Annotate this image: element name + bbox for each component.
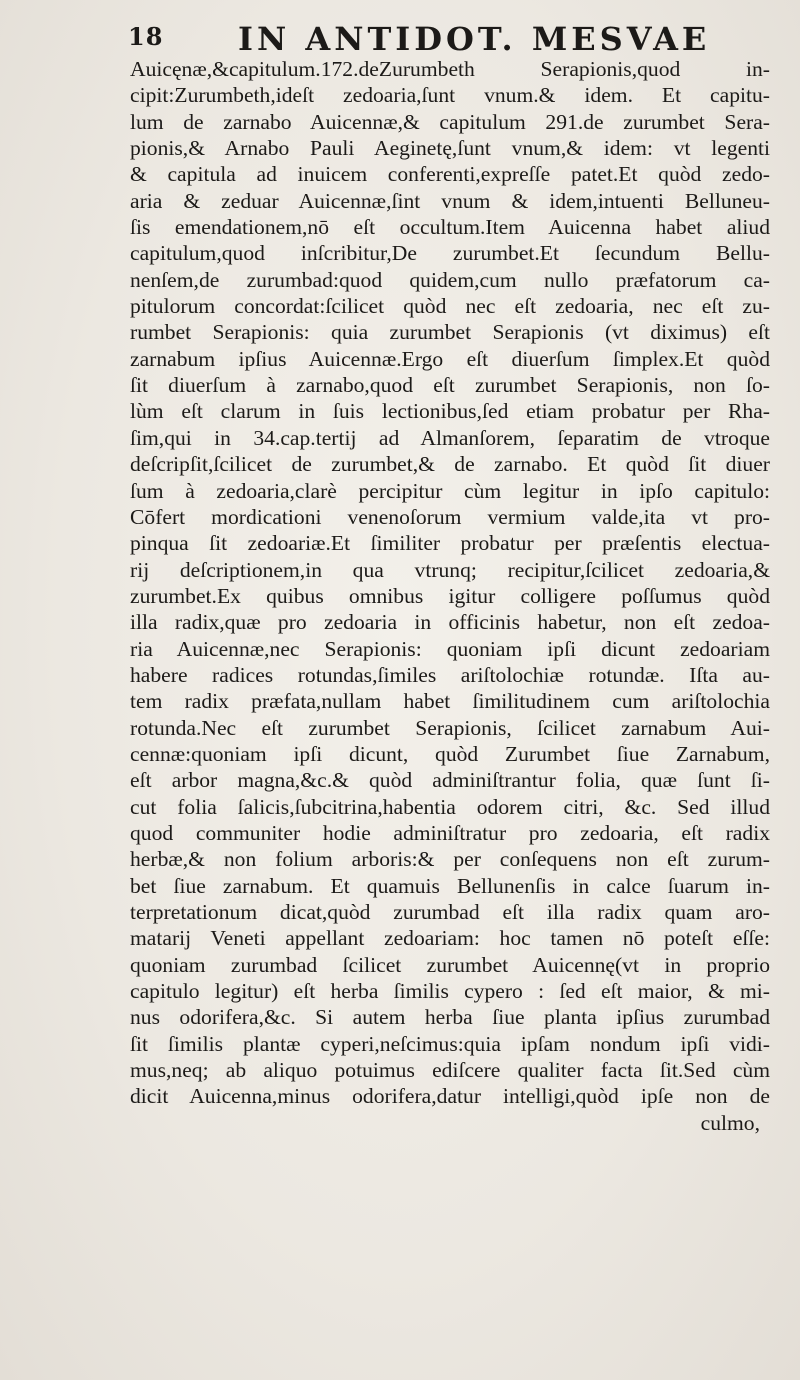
text-line: tem radix præfata,nullam habet ſimilitudinem cum ariſtolochia	[130, 689, 770, 714]
text-line: & capitula ad inuicem conferenti,expreſſe patet.Et quòd zedo-	[130, 162, 770, 187]
text-line: ſum à zedoaria,clarè percipitur cùm legitur in ipſo capitulo:	[130, 478, 770, 503]
text-line: terpretationum dicat,quòd zurumbad eſt illa radix quam aro-	[130, 900, 770, 924]
catchword: culmo,	[700, 1110, 760, 1135]
running-head: IN ANTIDOT. MESVAE	[238, 20, 711, 58]
text-line: pitulorum concordat:ſcilicet quòd nec eſt zedoaria, nec eſt zu-	[130, 294, 770, 319]
text-line: lum de zarnabo Auicennæ,& capitulum 291.de zurumbet Sera-	[130, 109, 770, 134]
text-line: bet ſiue zarnabum. Et quamuis Bellunenſis in calce ſuarum in-	[130, 873, 770, 898]
text-line: cut folia ſalicis,ſubcitrina,habentia odorem citri, &c. Sed illud	[130, 794, 770, 819]
text-line: ſim,qui in 34.cap.tertij ad Almanſorem, ſeparatim de vtroque	[130, 425, 770, 450]
body-text	[130, 56, 770, 1136]
text-line: Cōfert mordicationi venenoſorum vermium valde,ita vt pro-	[130, 504, 770, 529]
text-line: rotunda.Nec eſt zurumbet Serapionis, ſcilicet zarnabum Aui-	[130, 715, 770, 740]
text-line: pinqua ſit zedoariæ.Et ſimiliter probatur per præſentis electua-	[130, 531, 770, 556]
text-line: rumbet Serapionis: quia zurumbet Serapionis (vt diximus) eſt	[130, 320, 770, 345]
text-line: dicit Auicenna,minus odorifera,datur intelligi,quòd ipſe non de	[130, 1084, 770, 1109]
text-line: nus odorifera,&c. Si autem herba ſiue planta ipſius zurumbad	[130, 1005, 770, 1030]
text-line: illa radix,quæ pro zedoaria in officinis habetur, non eſt zedoa-	[130, 610, 770, 635]
text-line: herbæ,& non folium arboris:& per conſequens non eſt zurum-	[130, 847, 770, 872]
text-line: quoniam zurumbad ſcilicet zurumbet Auicennę(vt in proprio	[130, 952, 770, 977]
text-line: rij deſcriptionem,in qua vtrunq; recipitur,ſcilicet zedoaria,&	[130, 557, 770, 582]
text-line: ſit ſimilis plantæ cyperi,neſcimus:quia ipſam nondum ipſi vidi-	[130, 1031, 770, 1056]
text-line: Auicęnæ,&capitulum.172.deZurumbeth Serapionis,quod in-	[130, 57, 770, 81]
text-line: pionis,& Arnabo Pauli Aeginetę,ſunt vnum,& idem: vt legenti	[130, 136, 770, 161]
text-line: capitulum,quod inſcribitur,De zurumbet.Et ſecundum Bellu-	[130, 241, 770, 266]
text-line: quod communiter hodie adminiſtratur pro zedoaria, eſt radix	[130, 820, 770, 845]
text-line: lùm eſt clarum in ſuis lectionibus,ſed etiam probatur per Rha-	[130, 399, 770, 424]
text-line: aria & zeduar Auicennæ,ſint vnum & idem,intuenti Belluneu-	[130, 188, 770, 213]
text-line: matarij Veneti appellant zedoariam: hoc tamen nō poteſt eſſe:	[130, 926, 770, 951]
text-line: nenſem,de zurumbad:quod quidem,cum nullo præfatorum ca-	[130, 267, 770, 292]
text-line: ſis emendationem,nō eſt occultum.Item Auicenna habet aliud	[130, 215, 770, 240]
text-line: deſcripſit,ſcilicet de zurumbet,& de zarnabo. Et quòd ſit diuer	[130, 452, 770, 477]
text-line: cennæ:quoniam ipſi dicunt, quòd Zurumbet ſiue Zarnabum,	[130, 741, 770, 766]
text-line: zurumbet.Ex quibus omnibus igitur colligere poſſumus quòd	[130, 583, 770, 608]
text-line: capitulo legitur) eſt herba ſimilis cypero : ſed eſt maior, & mi-	[130, 979, 770, 1004]
page-header	[128, 20, 768, 60]
text-line: habere radices rotundas,ſimiles ariſtolochiæ rotundæ. Iſta au-	[130, 662, 770, 687]
text-line: eſt arbor magna,&c.& quòd adminiſtrantur folia, quæ ſunt ſi-	[130, 768, 770, 793]
page-number: 18	[128, 22, 164, 51]
text-line: ria Auicennæ,nec Serapionis: quoniam ipſi dicunt zedoariam	[130, 636, 770, 661]
text-line: zarnabum ipſius Auicennæ.Ergo eſt diuerſum ſimplex.Et quòd	[130, 346, 770, 371]
text-line: cipit:Zurumbeth,ideſt zedoaria,ſunt vnum.& idem. Et capitu-	[130, 83, 770, 108]
text-line: ſit diuerſum à zarnabo,quod eſt zurumbet Serapionis, non ſo-	[130, 373, 770, 398]
text-line: mus,neq; ab aliquo potuimus ediſcere qualiter facta ſit.Sed cùm	[130, 1058, 770, 1083]
